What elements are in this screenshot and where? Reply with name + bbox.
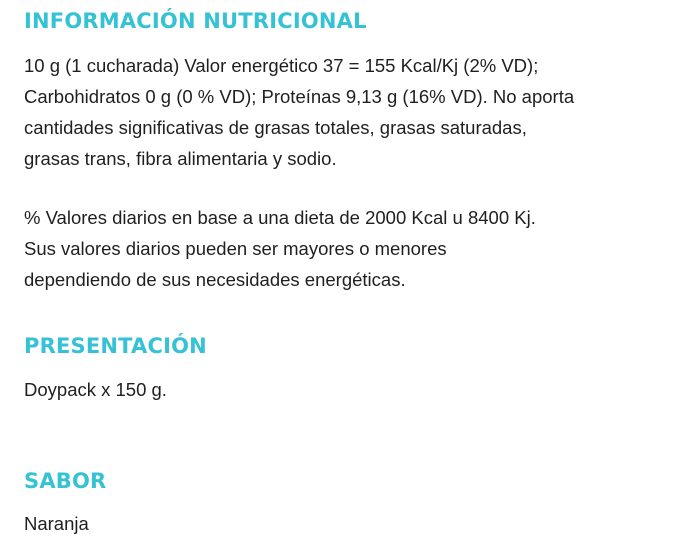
nutrition-facts-line: grasas trans, fibra alimentaria y sodio. [24, 148, 337, 169]
nutrition-title: INFORMACIÓN NUTRICIONAL [24, 9, 367, 33]
nutrition-facts-line: cantidades significativas de grasas totales, grasas saturadas, [24, 117, 527, 138]
daily-values-note [24, 202, 536, 295]
presentation-value: Doypack x 150 g. [24, 379, 167, 400]
nutrition-facts-line: Carbohidratos 0 g (0 % VD); Proteínas 9,13 g (16% VD). No aporta [24, 86, 575, 107]
presentation-title: PRESENTACIÓN [24, 334, 207, 358]
presentation-text [24, 374, 167, 405]
nutrition-facts-paragraph [24, 50, 574, 174]
nutrition-facts-line: 10 g (1 cucharada) Valor energético 37 = 155 Kcal/Kj (2% VD); [24, 55, 539, 76]
flavor-title: SABOR [24, 469, 107, 493]
daily-values-line: Sus valores diarios pueden ser mayores o menores [24, 238, 447, 259]
daily-values-line: % Valores diarios en base a una dieta de 2000 Kcal u 8400 Kj. [24, 207, 536, 228]
flavor-value: Naranja [24, 513, 89, 534]
daily-values-line: dependiendo de sus necesidades energéticas. [24, 269, 406, 290]
flavor-text [24, 508, 89, 539]
